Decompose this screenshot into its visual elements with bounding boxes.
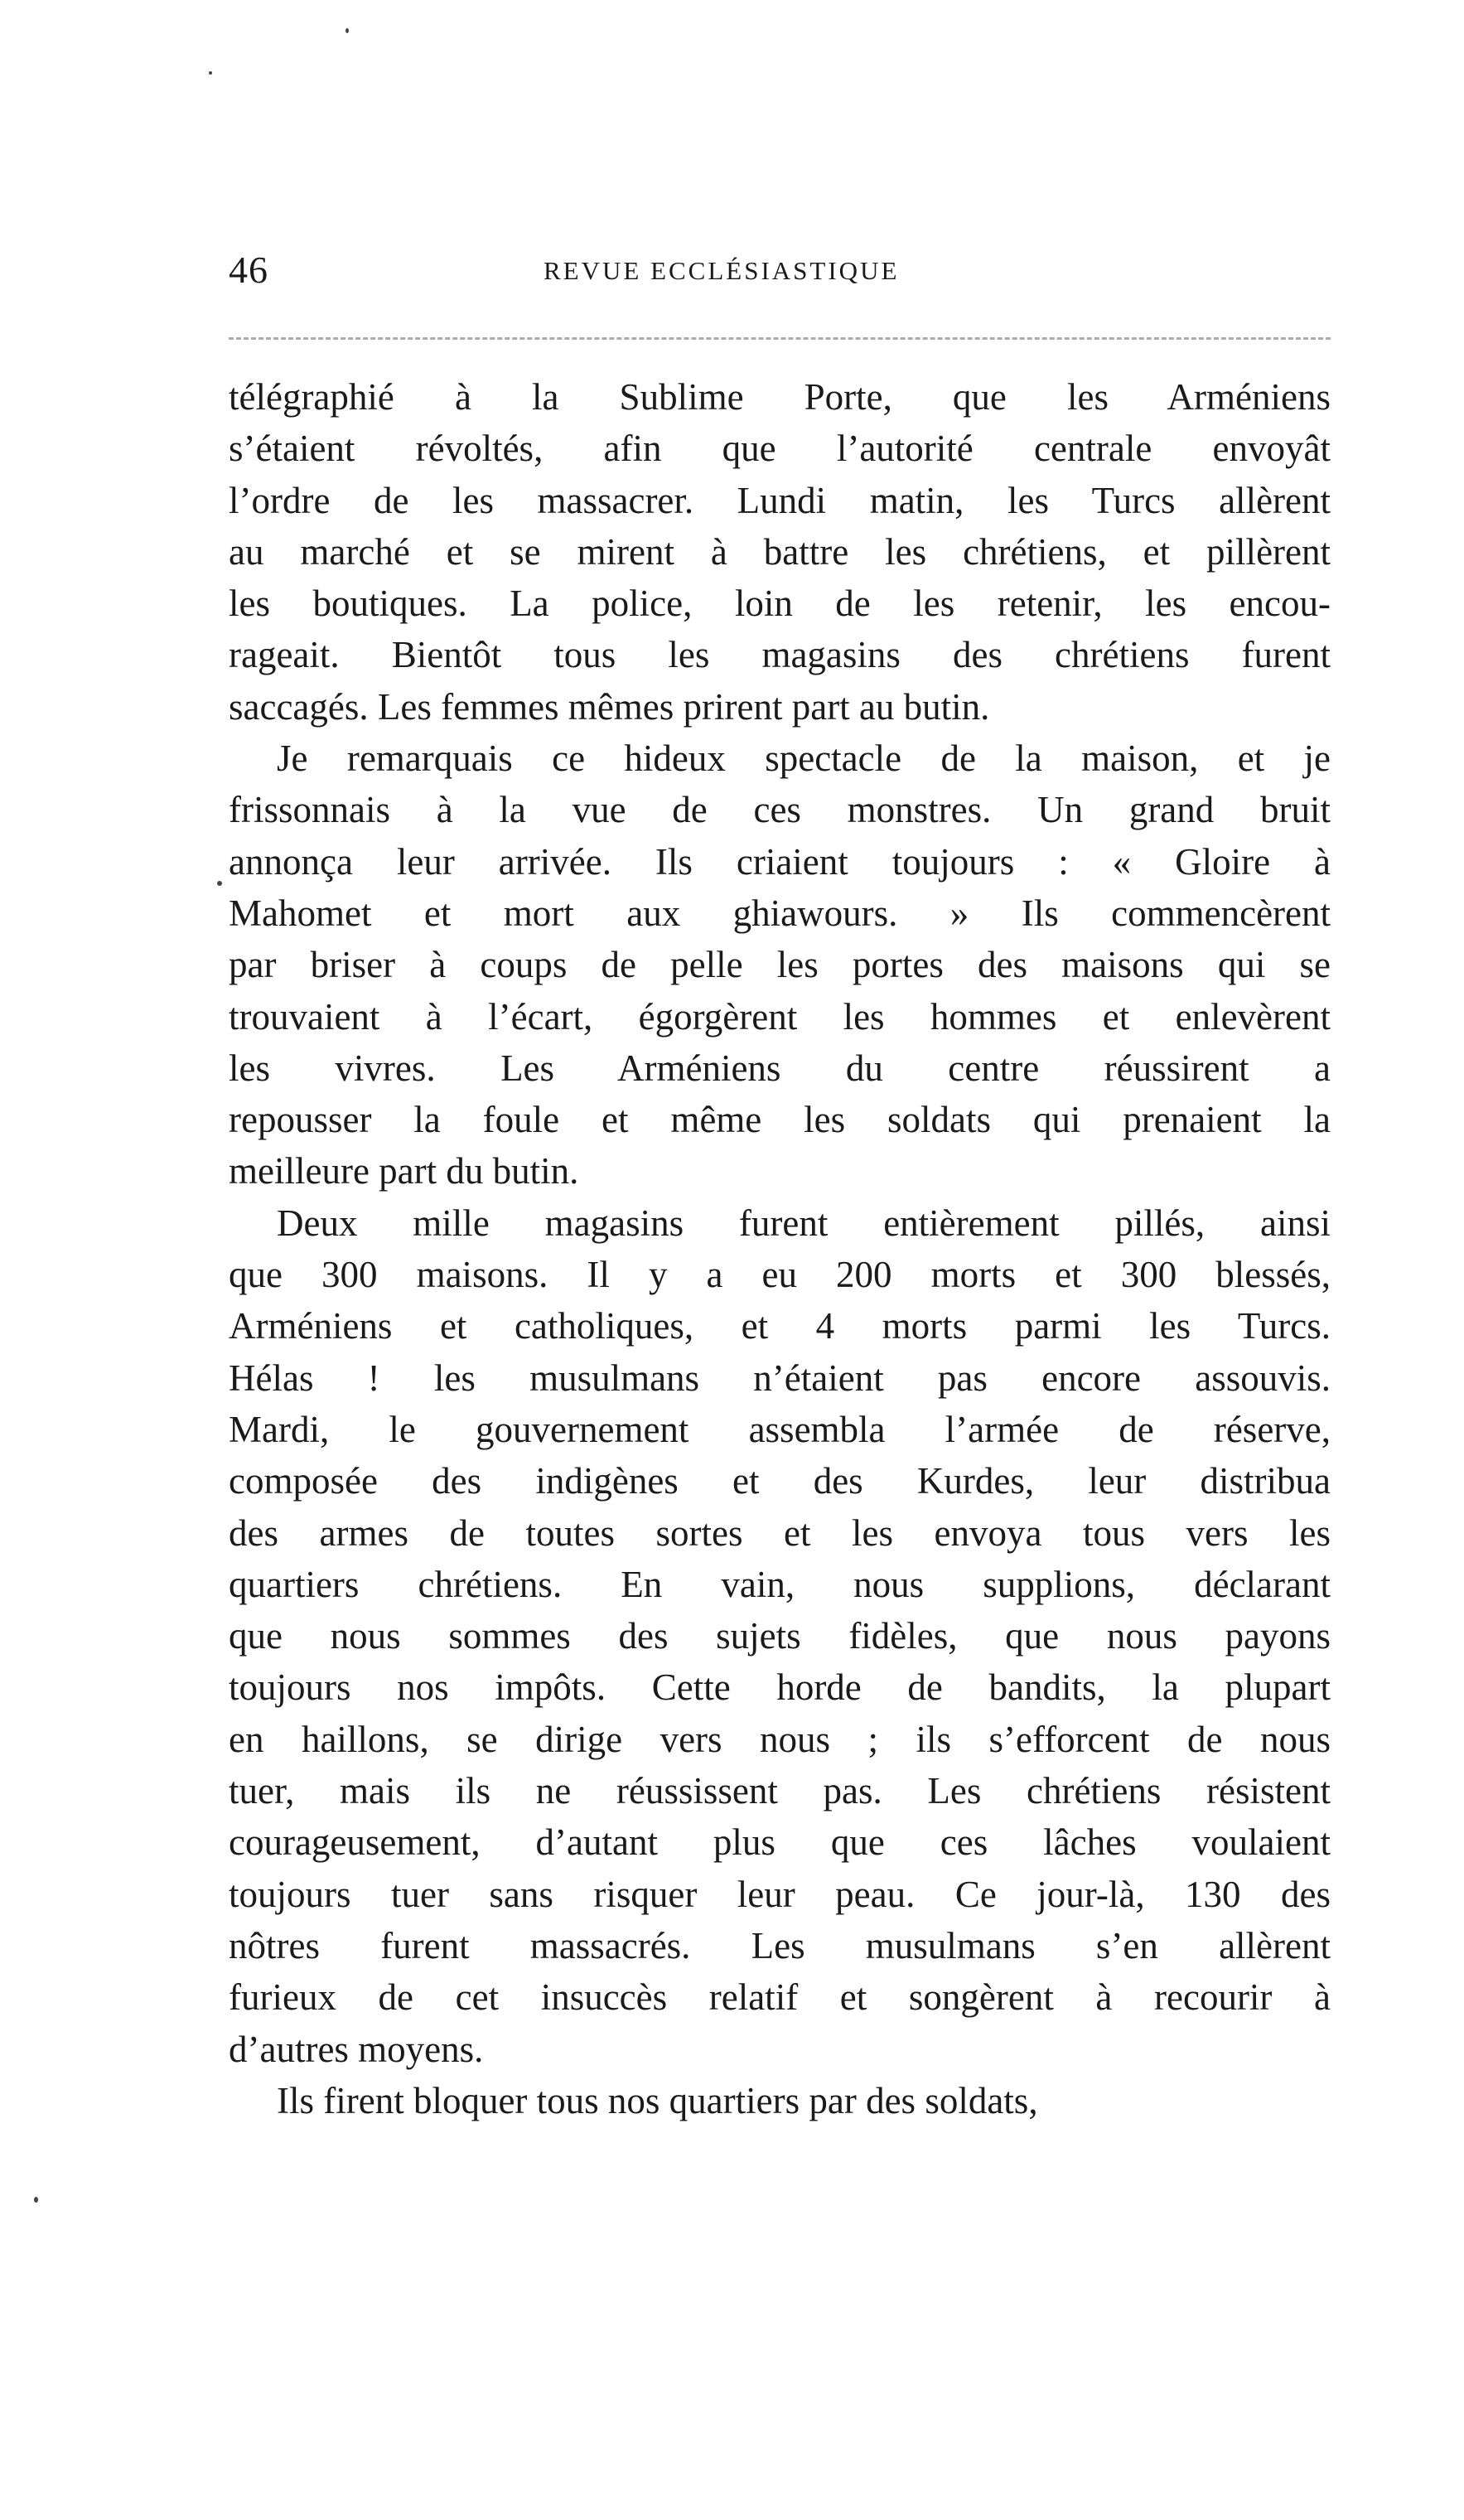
text-line: au marché et se mirent à battre les chrétiens, et pillèrent bbox=[229, 530, 1331, 573]
paragraph-4 bbox=[229, 2075, 1331, 2126]
scan-speck bbox=[209, 71, 212, 75]
text-line: les boutiques. La police, loin de les retenir, les encou- bbox=[229, 583, 1331, 625]
text-line: par briser à coups de pelle les portes des maisons qui se bbox=[229, 944, 1331, 986]
text-line: Je remarquais ce hideux spectacle de la maison, et je bbox=[277, 738, 1331, 780]
page-number: 46 bbox=[229, 249, 268, 291]
text-line: saccagés. Les femmes mêmes prirent part au butin. bbox=[229, 685, 990, 728]
text-line: Mahomet et mort aux ghiawours. » Ils commencèrent bbox=[229, 892, 1331, 934]
paragraph-3 bbox=[229, 1197, 1331, 2075]
paragraph-1 bbox=[229, 371, 1331, 733]
text-line: courageusement, d’autant plus que ces lâches voulaient bbox=[229, 1821, 1331, 1864]
text-line: meilleure part du butin. bbox=[229, 1150, 579, 1192]
text-line: Deux mille magasins furent entièrement pillés, ainsi bbox=[277, 1202, 1331, 1244]
scan-speck bbox=[34, 2197, 38, 2203]
text-line: frissonnais à la vue de ces monstres. Un grand bruit bbox=[229, 789, 1331, 831]
text-line: toujours nos impôts. Cette horde de bandits, la plupart bbox=[229, 1666, 1331, 1709]
text-line: télégraphié à la Sublime Porte, que les Arméniens bbox=[229, 376, 1331, 418]
text-line: composée des indigènes et des Kurdes, leur distribua bbox=[229, 1460, 1331, 1502]
text-line: furieux de cet insuccès relatif et songèrent à recourir à bbox=[229, 1976, 1331, 2019]
text-line: Hélas ! les musulmans n’étaient pas encore assouvis. bbox=[229, 1357, 1331, 1399]
text-line: trouvaient à l’écart, égorgèrent les hommes et enlevèrent bbox=[229, 995, 1331, 1038]
text-line: tuer, mais ils ne réussissent pas. Les chrétiens résistent bbox=[229, 1770, 1331, 1812]
scan-speck bbox=[217, 881, 222, 886]
text-line: Arméniens et catholiques, et 4 morts parmi les Turcs. bbox=[229, 1305, 1331, 1347]
text-line: Ils firent bloquer tous nos quartiers par des soldats, bbox=[277, 2079, 1038, 2121]
text-line: nôtres furent massacrés. Les musulmans s’en allèrent bbox=[229, 1924, 1331, 1966]
text-line: quartiers chrétiens. En vain, nous supplions, déclarant bbox=[229, 1563, 1331, 1605]
text-line: les vivres. Les Arméniens du centre réussirent a bbox=[229, 1047, 1331, 1089]
text-line: d’autres moyens. bbox=[229, 2028, 484, 2070]
scan-speck bbox=[345, 28, 349, 33]
text-line: que nous sommes des sujets fidèles, que nous payons bbox=[229, 1615, 1331, 1657]
text-line: que 300 maisons. Il y a eu 200 morts et 300 blessés, bbox=[229, 1254, 1331, 1296]
text-line: repousser la foule et même les soldats qui prenaient la bbox=[229, 1099, 1331, 1141]
text-line: rageait. Bientôt tous les magasins des chrétiens furent bbox=[229, 634, 1331, 676]
running-head: REVUE ECCLÉSIASTIQUE bbox=[544, 256, 900, 285]
page-header bbox=[229, 245, 1331, 295]
text-line: s’étaient révoltés, afin que l’autorité centrale envoyât bbox=[229, 428, 1331, 470]
header-rule bbox=[229, 337, 1331, 340]
text-line: des armes de toutes sortes et les envoya tous vers les bbox=[229, 1512, 1331, 1554]
text-line: toujours tuer sans risquer leur peau. Ce jour-là, 130 des bbox=[229, 1873, 1331, 1915]
body-text bbox=[229, 371, 1331, 2126]
text-line: annonça leur arrivée. Ils criaient toujours : « Gloire à bbox=[229, 840, 1331, 883]
text-line: en haillons, se dirige vers nous ; ils s’efforcent de nous bbox=[229, 1718, 1331, 1760]
text-line: Mardi, le gouvernement assembla l’armée de réserve, bbox=[229, 1408, 1331, 1450]
paragraph-2 bbox=[229, 733, 1331, 1197]
text-line: l’ordre de les massacrer. Lundi matin, les Turcs allèrent bbox=[229, 479, 1331, 521]
